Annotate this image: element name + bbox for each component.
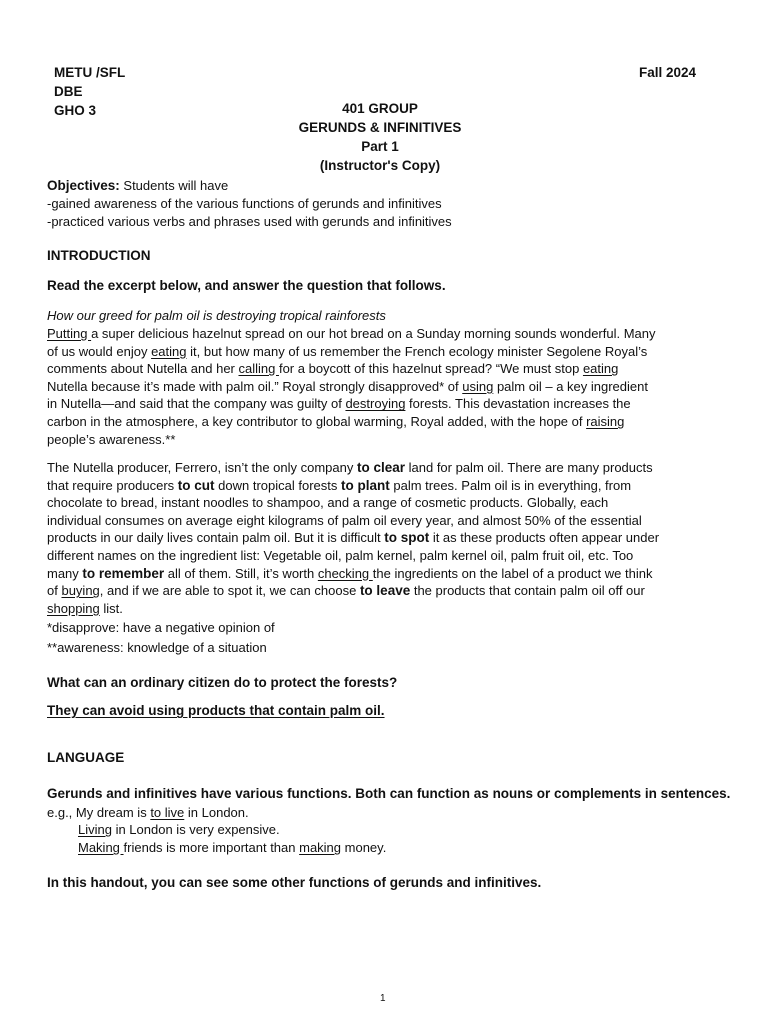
excerpt-paragraph-2 [47, 459, 727, 617]
objective-item: -gained awareness of the various functions of gerunds and infinitives [47, 196, 442, 211]
text: money. [341, 840, 387, 855]
text: Nutella because it’s made with palm oil.” Royal strongly disapproved* of [47, 378, 463, 394]
header-institution: METU /SFL [54, 65, 126, 80]
text: all of them. Still, it’s worth [164, 565, 318, 581]
infinitive: to cut [177, 477, 215, 493]
gerund: raising [586, 413, 625, 429]
gerund: buying [61, 583, 100, 599]
infinitive: to spot [384, 530, 430, 546]
text: products in our daily lives contain palm oil. But it is difficult [47, 530, 385, 546]
text: comments about Nutella and her [47, 361, 239, 377]
infinitive: to live [150, 805, 185, 820]
text: people’s awareness.** [47, 431, 176, 447]
text: carbon in the atmosphere, a key contributor to global warming, Royal added, with the hope of [47, 413, 587, 429]
text: it, but how many of us remember the French ecology minister Segolene Royal’s [186, 343, 648, 359]
text: different names on the ingredient list: Vegetable oil, palm kernel, palm kernel oil, palm fruit oil, etc. Too [47, 547, 634, 563]
header-handout-code: GHO 3 [54, 103, 97, 118]
text: land for palm oil. There are many products [405, 460, 653, 475]
objective-item: -practiced various verbs and phrases used with gerunds and infinitives [47, 214, 452, 229]
gerund: using [462, 378, 494, 394]
text: it as these products often appear under [429, 530, 660, 546]
infinitive: to leave [359, 583, 411, 599]
gerund: checking [317, 565, 373, 581]
infinitive: to remember [82, 565, 165, 581]
header-department: DBE [54, 84, 83, 99]
excerpt-title: How our greed for palm oil is destroying tropical rainforests [47, 308, 386, 323]
title-copy-type: (Instructor's Copy) [319, 158, 441, 173]
section-heading-introduction: INTRODUCTION [47, 248, 151, 263]
example-sentence [78, 839, 386, 857]
gerund: eating [151, 343, 187, 359]
title-part: Part 1 [361, 139, 399, 154]
comprehension-question: What can an ordinary citizen do to protect the forests? [47, 675, 398, 690]
objectives-label: Objectives: [47, 178, 120, 193]
text: many [47, 565, 83, 581]
infinitive: to plant [341, 477, 390, 493]
answer: They can avoid using products that contain palm oil. [47, 703, 385, 718]
text: , and if we are able to spot it, we can choose [99, 583, 360, 599]
text: of [47, 583, 62, 599]
text: for a boycott of this hazelnut spread? “We must stop [278, 361, 583, 377]
example-sentence [47, 804, 249, 822]
infinitive: to clear [356, 460, 406, 475]
text: chocolate to bread, instant noodles to shampoo, and a range of cosmetic products. Globally, each [47, 495, 609, 511]
footnote: *disapprove: have a negative opinion of [47, 620, 275, 635]
page-number: 1 [380, 993, 386, 1004]
section-heading-language: LANGUAGE [47, 750, 125, 765]
instruction: Read the excerpt below, and answer the question that follows. [47, 278, 446, 293]
text: down tropical forests [214, 477, 341, 493]
text: palm oil – a key ingredient [493, 378, 648, 394]
text: The Nutella producer, Ferrero, isn’t the only company [47, 460, 357, 475]
text: palm trees. Palm oil is in everything, from [389, 477, 632, 493]
text: friends is more important than [123, 840, 300, 855]
text: e.g., My dream is [47, 805, 151, 820]
gerund: Making [78, 840, 124, 855]
closing-statement: In this handout, you can see some other functions of gerunds and infinitives. [47, 875, 542, 890]
title-group: 401 GROUP [342, 101, 418, 116]
text: in London. [184, 805, 249, 820]
header-term: Fall 2024 [638, 65, 696, 80]
gerund: Putting [47, 326, 92, 341]
text: the products that contain palm oil off our [410, 583, 645, 599]
text: of us would enjoy [47, 343, 152, 359]
gerund: making [299, 840, 342, 855]
gerund: destroying [345, 396, 406, 412]
text: forests. This devastation increases the [405, 396, 631, 412]
footnote: **awareness: knowledge of a situation [47, 640, 267, 655]
gerund: Living [78, 822, 112, 837]
text: a super delicious hazelnut spread on our hot bread on a Sunday morning sounds wonderful. Many [91, 326, 656, 341]
example-sentence [78, 821, 280, 839]
text: in London is very expensive. [111, 822, 280, 837]
language-intro: Gerunds and infinitives have various functions. Both can function as nouns or complements in sentences. [47, 786, 731, 801]
objectives [47, 177, 228, 195]
gerund: eating [582, 361, 619, 377]
title-topic: GERUNDS & INFINITIVES [298, 120, 462, 135]
excerpt-paragraph-1 [47, 325, 727, 448]
text: that require producers [47, 477, 178, 493]
text: the ingredients on the label of a product we think [372, 565, 653, 581]
text: in Nutella—and said that the company was guilty of [47, 396, 346, 412]
text: list. [99, 600, 123, 616]
text: individual consumes on average eight kilograms of palm oil every year, and almost 50% of the essential [47, 512, 642, 528]
gerund: shopping [47, 600, 100, 616]
gerund: calling [238, 361, 279, 377]
objectives-text: Students will have [119, 178, 229, 193]
